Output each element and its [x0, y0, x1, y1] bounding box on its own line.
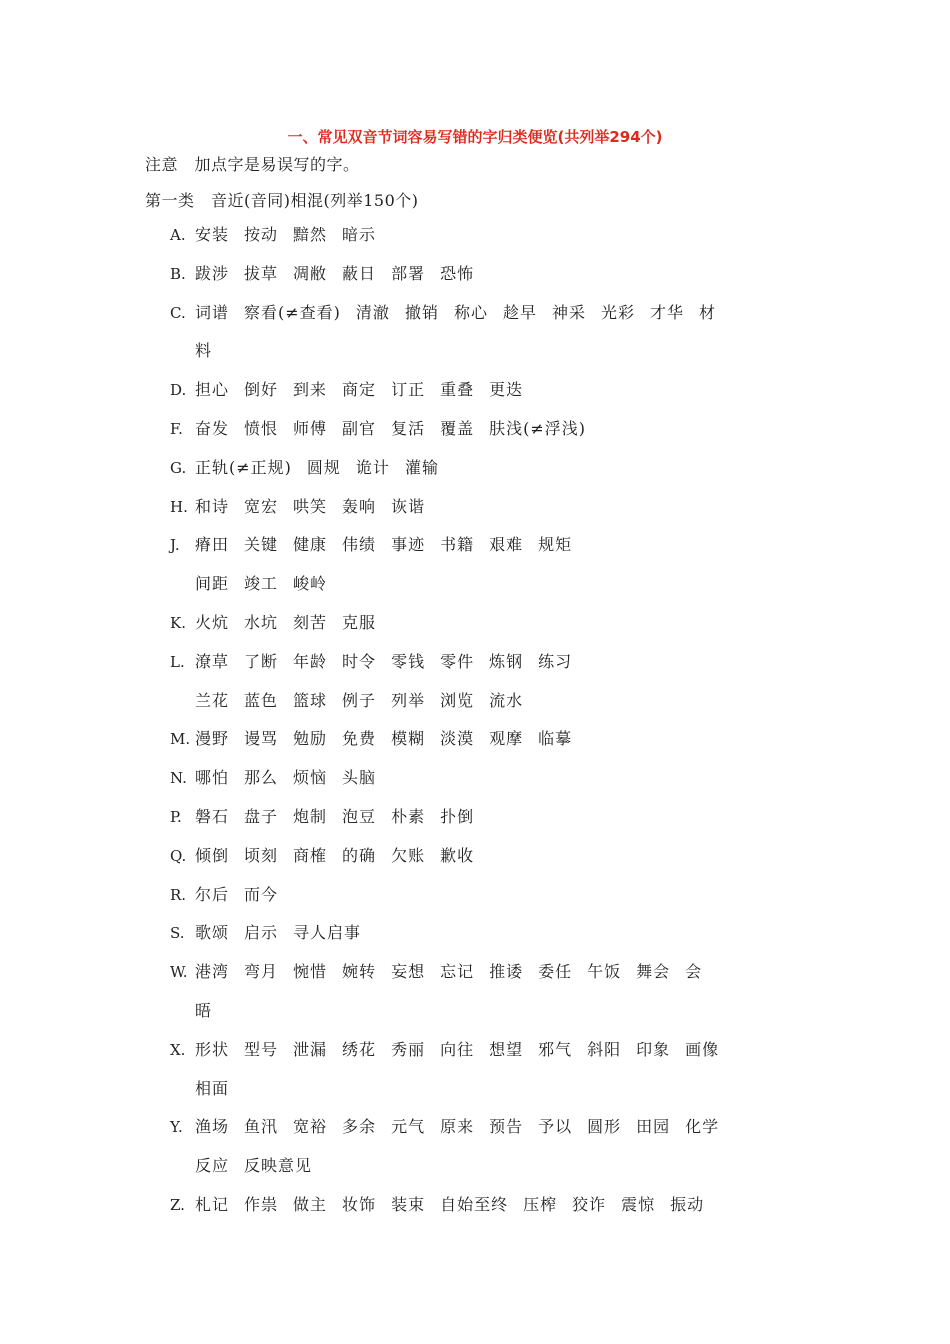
word-item: 伟绩	[342, 535, 377, 555]
word-item: 清澈	[355, 302, 390, 322]
word-item: 淡漠	[440, 729, 475, 749]
word-item: 自始至终	[440, 1194, 509, 1214]
word-item: 规矩	[538, 535, 573, 555]
word-item: 宽裕	[293, 1117, 328, 1137]
word-item: 正轨(≠正规)	[195, 457, 292, 477]
word-item: 流水	[489, 690, 524, 710]
word-item: 而今	[244, 884, 279, 904]
word-item: 预告	[489, 1117, 524, 1137]
word-item: 时令	[342, 651, 377, 671]
word-row	[170, 1037, 790, 1076]
word-row	[170, 1192, 790, 1231]
word-item: 装束	[391, 1194, 426, 1214]
word-item: 印象	[636, 1039, 671, 1059]
word-item: 那么	[244, 768, 279, 788]
word-item: 寻人启事	[293, 923, 362, 943]
word-item: 画像	[685, 1039, 720, 1059]
word-item: 妄想	[391, 962, 426, 982]
word-item: 按动	[244, 225, 279, 244]
word-item: 材	[699, 302, 717, 322]
word-item: 渔场	[195, 1117, 230, 1137]
word-item: 作祟	[244, 1194, 279, 1214]
word-item: 元气	[391, 1117, 426, 1137]
word-item: 歌颂	[195, 923, 230, 943]
word-item: 做主	[293, 1194, 328, 1214]
word-item: 倾倒	[195, 845, 230, 865]
word-item: 免费	[342, 729, 377, 749]
word-row	[170, 300, 790, 339]
word-item: 光彩	[601, 302, 636, 322]
word-item: 圆规	[306, 457, 341, 477]
word-item: 狡诈	[572, 1194, 607, 1214]
row-letter: C.	[170, 303, 186, 322]
row-letter: P.	[170, 807, 182, 826]
word-item: 形状	[195, 1039, 230, 1059]
word-item: 邪气	[538, 1039, 573, 1059]
word-row	[170, 804, 790, 843]
word-row	[170, 377, 790, 416]
word-row	[170, 959, 790, 998]
word-item: 舞会	[636, 962, 671, 982]
word-item: 反应	[195, 1156, 230, 1176]
row-letter: H.	[170, 497, 188, 516]
word-row	[170, 222, 790, 261]
word-item: 札记	[195, 1194, 230, 1214]
word-item: 妆饰	[342, 1194, 377, 1214]
word-item: 奋发	[195, 418, 230, 438]
word-item: 鱼汛	[244, 1117, 279, 1137]
word-item: 愤恨	[244, 418, 279, 438]
row-letter: W.	[170, 963, 188, 982]
word-item: 练习	[538, 651, 573, 671]
word-item: 模糊	[391, 729, 426, 749]
word-item: 到来	[293, 380, 328, 400]
word-item: 重叠	[440, 380, 475, 400]
word-item: 刻苦	[293, 612, 328, 632]
row-letter: K.	[170, 613, 186, 632]
word-item: 原来	[440, 1117, 475, 1137]
word-item: 火炕	[195, 612, 230, 632]
word-item: 想望	[489, 1039, 524, 1059]
row-letter: X.	[170, 1040, 186, 1059]
word-item: 凋敝	[293, 263, 328, 283]
word-item: 安装	[195, 225, 230, 244]
word-item: 化学	[685, 1117, 720, 1137]
word-item: 更迭	[489, 380, 524, 400]
word-item: 型号	[244, 1039, 279, 1059]
word-item: 和诗	[195, 496, 230, 516]
word-item: 艰难	[489, 535, 524, 555]
word-item: 察看(≠查看)	[244, 302, 341, 322]
word-item: 恐怖	[440, 263, 475, 283]
word-item: 相面	[195, 1078, 230, 1098]
word-item: 部署	[391, 263, 426, 283]
word-item: 诡计	[355, 457, 390, 477]
word-row	[170, 261, 790, 300]
word-row	[170, 843, 790, 882]
word-item: 克服	[342, 612, 377, 632]
word-item: 竣工	[244, 574, 279, 594]
word-item: 师傅	[293, 418, 328, 438]
word-item: 启示	[244, 923, 279, 943]
word-item: 头脑	[342, 768, 377, 788]
word-item: 称心	[453, 302, 488, 322]
word-row	[170, 882, 790, 921]
word-item: 零钱	[391, 651, 426, 671]
word-item: 炼钢	[489, 651, 524, 671]
row-letter: L.	[170, 652, 185, 671]
word-item: 振动	[670, 1194, 705, 1214]
word-item: 年龄	[293, 651, 328, 671]
word-item: 订正	[391, 380, 426, 400]
word-item: 了断	[244, 651, 279, 671]
word-item: 顷刻	[244, 845, 279, 865]
word-item: 浏览	[440, 690, 475, 710]
word-item: 关键	[244, 535, 279, 555]
word-item: 炮制	[293, 806, 328, 826]
row-letter: J.	[170, 536, 180, 555]
word-item: 复活	[391, 418, 426, 438]
word-item: 副官	[342, 418, 377, 438]
word-row	[170, 571, 790, 610]
word-item: 覆盖	[440, 418, 475, 438]
word-item: 田园	[636, 1117, 671, 1137]
word-item: 扑倒	[440, 806, 475, 826]
word-item: 临摹	[538, 729, 573, 749]
row-letter: Y.	[170, 1118, 183, 1137]
word-item: 趁早	[502, 302, 537, 322]
row-letter: A.	[170, 226, 186, 244]
word-item: 磐石	[195, 806, 230, 826]
word-item: 向往	[440, 1039, 475, 1059]
word-item: 予以	[538, 1117, 573, 1137]
word-item: 尔后	[195, 884, 230, 904]
word-item: 蓝色	[244, 690, 279, 710]
word-item: 惋惜	[293, 962, 328, 982]
row-letter: S.	[170, 924, 185, 943]
word-item: 神采	[551, 302, 586, 322]
word-row	[170, 416, 790, 455]
word-item: 忘记	[440, 962, 475, 982]
row-letter: B.	[170, 264, 186, 283]
word-item: 撤销	[404, 302, 439, 322]
word-row	[170, 688, 790, 727]
note-text: 注意 加点字是易误写的字。	[145, 155, 360, 174]
word-item: 朴素	[391, 806, 426, 826]
word-item: 多余	[342, 1117, 377, 1137]
word-item: 跋涉	[195, 263, 230, 283]
word-item: 反映意见	[244, 1156, 313, 1176]
word-item: 灌输	[404, 457, 439, 477]
word-item: 蔽日	[342, 263, 377, 283]
word-item: 倒好	[244, 380, 279, 400]
word-item: 烦恼	[293, 768, 328, 788]
word-item: 斜阳	[587, 1039, 622, 1059]
word-item: 瘠田	[195, 535, 230, 555]
word-item: 漫野	[195, 729, 230, 749]
word-row	[170, 494, 790, 533]
word-item: 哪怕	[195, 768, 230, 788]
word-item: 盘子	[244, 806, 279, 826]
word-item: 会	[685, 962, 703, 982]
word-item: 轰响	[342, 496, 377, 516]
word-item: 肤浅(≠浮浅)	[489, 418, 586, 438]
word-item: 词谱	[195, 302, 230, 322]
row-letter: Z.	[170, 1195, 185, 1214]
word-item: 黯然	[293, 225, 328, 244]
word-item: 潦草	[195, 651, 230, 671]
word-row	[170, 338, 790, 377]
word-row	[170, 455, 790, 494]
word-item: 泡豆	[342, 806, 377, 826]
word-item: 秀丽	[391, 1039, 426, 1059]
word-item: 峻岭	[293, 574, 328, 594]
word-row	[170, 726, 790, 765]
word-item: 篮球	[293, 690, 328, 710]
word-item: 震惊	[621, 1194, 656, 1214]
word-item: 谩骂	[244, 729, 279, 749]
word-row	[170, 765, 790, 804]
word-item: 事迹	[391, 535, 426, 555]
word-item: 健康	[293, 535, 328, 555]
section-title: 一、常见双音节词容易写错的字归类便览(共列举294个)	[287, 128, 663, 146]
word-item: 兰花	[195, 690, 230, 710]
word-row	[170, 920, 790, 959]
row-letter: G.	[170, 458, 187, 477]
word-item: 诙谐	[391, 496, 426, 516]
word-item: 推诿	[489, 962, 524, 982]
word-item: 婉转	[342, 962, 377, 982]
word-row	[170, 1076, 790, 1115]
word-item: 压榨	[523, 1194, 558, 1214]
word-item: 拔草	[244, 263, 279, 283]
word-item: 港湾	[195, 962, 230, 982]
word-item: 歉收	[440, 845, 475, 865]
word-item: 哄笑	[293, 496, 328, 516]
word-item: 间距	[195, 574, 230, 594]
word-item: 勉励	[293, 729, 328, 749]
word-row	[170, 1114, 790, 1153]
word-item: 商榷	[293, 845, 328, 865]
word-item: 委任	[538, 962, 573, 982]
word-list	[170, 222, 790, 1231]
word-row	[170, 532, 790, 571]
word-row	[170, 998, 790, 1037]
word-item: 晤	[195, 1000, 213, 1020]
row-letter: M.	[170, 730, 191, 749]
row-letter: N.	[170, 769, 187, 788]
word-item: 例子	[342, 690, 377, 710]
word-item: 圆形	[587, 1117, 622, 1137]
row-letter: F.	[170, 419, 183, 438]
row-letter: D.	[170, 381, 187, 400]
word-item: 担心	[195, 380, 230, 400]
word-item: 书籍	[440, 535, 475, 555]
row-letter: R.	[170, 885, 187, 904]
category-heading: 第一类 音近(音同)相混(列举150个)	[145, 191, 419, 210]
word-item: 水坑	[244, 612, 279, 632]
word-item: 暗示	[342, 225, 377, 244]
word-item: 泄漏	[293, 1039, 328, 1059]
word-item: 料	[195, 341, 213, 361]
word-row	[170, 649, 790, 688]
word-item: 午饭	[587, 962, 622, 982]
word-item: 商定	[342, 380, 377, 400]
word-item: 观摩	[489, 729, 524, 749]
word-item: 绣花	[342, 1039, 377, 1059]
row-letter: Q.	[170, 846, 187, 865]
word-item: 欠账	[391, 845, 426, 865]
word-row	[170, 610, 790, 649]
word-item: 列举	[391, 690, 426, 710]
word-row	[170, 1153, 790, 1192]
word-item: 才华	[650, 302, 685, 322]
word-item: 宽宏	[244, 496, 279, 516]
word-item: 零件	[440, 651, 475, 671]
word-item: 的确	[342, 845, 377, 865]
word-item: 弯月	[244, 962, 279, 982]
